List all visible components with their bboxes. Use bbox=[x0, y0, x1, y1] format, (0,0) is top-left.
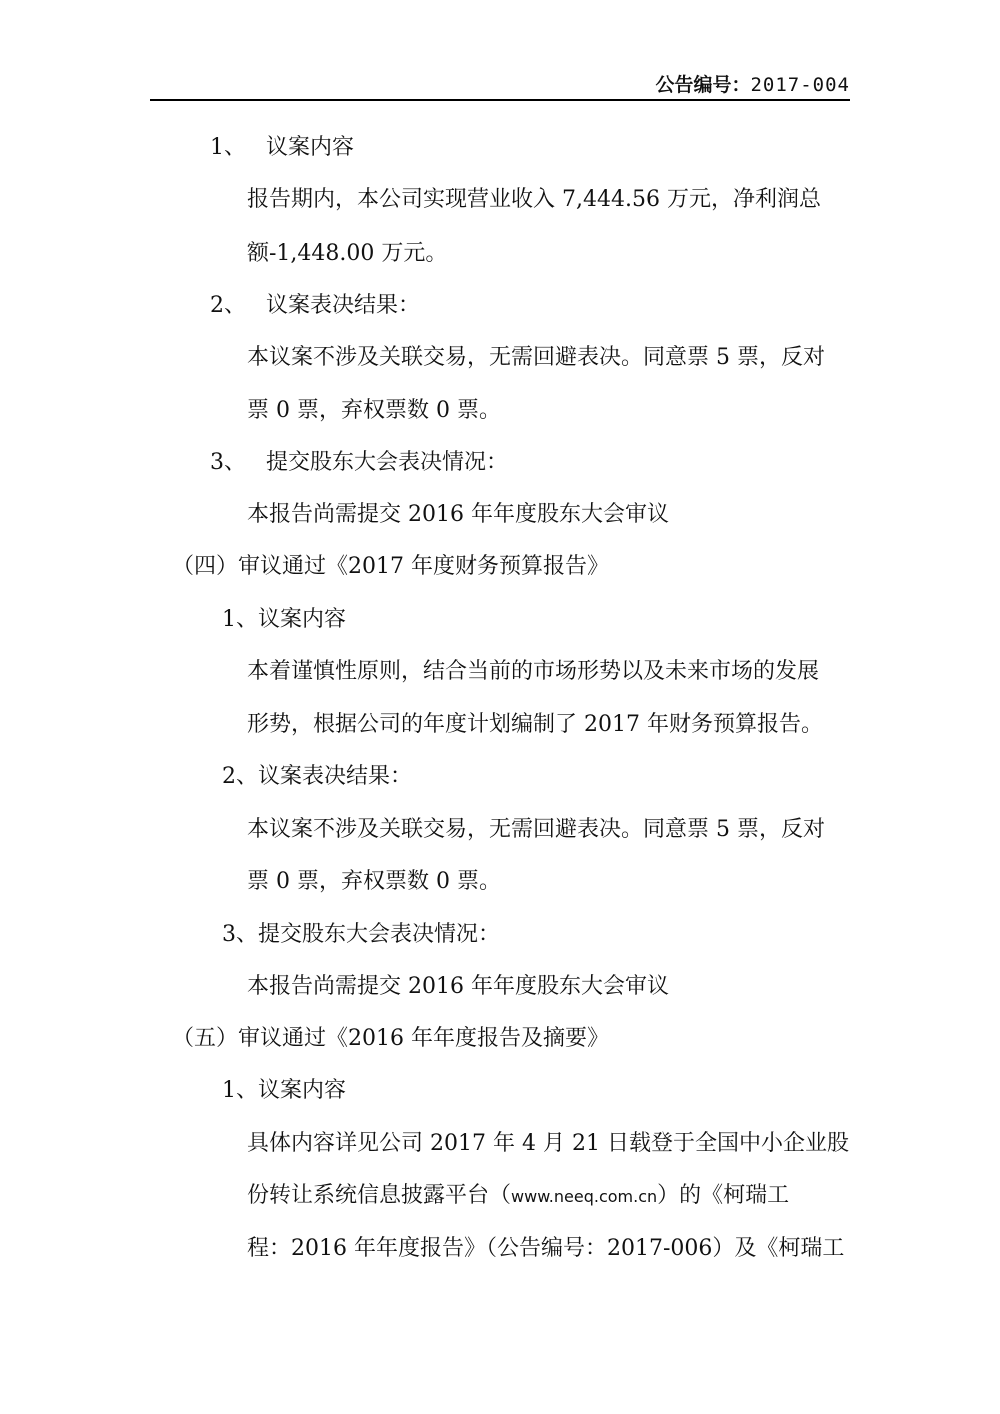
paragraph-line: 票 0 票，弃权票数 0 票。 bbox=[247, 398, 501, 423]
item-title: 提交股东大会表决情况： bbox=[258, 922, 501, 947]
paragraph-line: 本报告尚需提交 2016 年年度股东大会审议 bbox=[247, 974, 669, 999]
paragraph-line: 形势，根据公司的年度计划编制了 2017 年财务预算报告。 bbox=[247, 712, 823, 737]
paragraph-line: 票 0 票，弃权票数 0 票。 bbox=[247, 869, 501, 894]
announcement-number-value: 2017-004 bbox=[750, 74, 850, 96]
paragraph-line: 本着谨慎性原则，结合当前的市场形势以及未来市场的发展 bbox=[247, 659, 820, 684]
item-title: 议案表决结果： bbox=[266, 293, 421, 318]
paragraph-line: 报告期内，本公司实现营业收入 7,444.56 万元，净利润总 bbox=[247, 187, 821, 212]
item-number: 3、 bbox=[210, 450, 246, 475]
item-title: 提交股东大会表决情况： bbox=[266, 450, 509, 475]
paragraph-line: 额-1,448.00 万元。 bbox=[247, 241, 448, 266]
item-number: 2、 bbox=[210, 293, 246, 318]
paragraph-line: 具体内容详见公司 2017 年 4 月 21 日载登于全国中小企业股 bbox=[247, 1131, 849, 1156]
website-link[interactable]: www.neeq.com.cn bbox=[511, 1187, 658, 1206]
section-number: （四） bbox=[172, 554, 239, 579]
paragraph-text: ）的《柯瑞工 bbox=[657, 1183, 790, 1208]
paragraph-line bbox=[247, 1181, 789, 1212]
item-title: 议案内容 bbox=[258, 1078, 347, 1103]
paragraph-line: 本议案不涉及关联交易，无需回避表决。同意票 5 票，反对 bbox=[247, 817, 825, 842]
item-heading bbox=[210, 448, 508, 478]
item-number: 3、 bbox=[222, 922, 258, 947]
item-heading bbox=[222, 1076, 346, 1106]
header-rule bbox=[150, 99, 850, 101]
paragraph-line: 程：2016 年年度报告》（公告编号：2017-006）及《柯瑞工 bbox=[247, 1236, 845, 1261]
section-heading bbox=[172, 1024, 609, 1054]
section-title: 审议通过《2016 年年度报告及摘要》 bbox=[238, 1026, 609, 1051]
paragraph-line: 本议案不涉及关联交易，无需回避表决。同意票 5 票，反对 bbox=[247, 345, 825, 370]
paragraph-line: 本报告尚需提交 2016 年年度股东大会审议 bbox=[247, 502, 669, 527]
section-heading bbox=[172, 552, 609, 582]
item-number: 1、 bbox=[222, 1078, 258, 1103]
paragraph-text: 份转让系统信息披露平台（ bbox=[247, 1183, 512, 1208]
item-heading bbox=[222, 605, 346, 635]
announcement-number-label: 公告编号： bbox=[655, 74, 751, 96]
item-number: 2、 bbox=[222, 764, 258, 789]
item-title: 议案内容 bbox=[266, 135, 355, 160]
item-heading bbox=[222, 762, 412, 792]
section-number: （五） bbox=[172, 1026, 239, 1051]
item-heading bbox=[210, 133, 354, 163]
item-heading bbox=[210, 291, 420, 321]
item-heading bbox=[222, 920, 500, 950]
item-number: 1、 bbox=[210, 135, 246, 160]
item-number: 1、 bbox=[222, 607, 258, 632]
announcement-number bbox=[150, 70, 850, 100]
item-title: 议案内容 bbox=[258, 607, 347, 632]
item-title: 议案表决结果： bbox=[258, 764, 413, 789]
section-title: 审议通过《2017 年度财务预算报告》 bbox=[238, 554, 609, 579]
